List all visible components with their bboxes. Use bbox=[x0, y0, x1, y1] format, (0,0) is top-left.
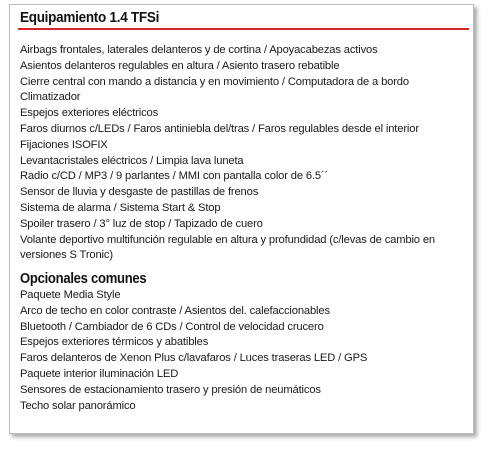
list-item: Fijaciones ISOFIX bbox=[20, 138, 108, 151]
spec-card bbox=[9, 4, 474, 434]
equipment-title: Equipamiento 1.4 TFSi bbox=[20, 9, 160, 26]
list-item: Paquete Media Style bbox=[20, 289, 121, 301]
equipment-list bbox=[20, 43, 468, 264]
list-item: Bluetooth / Cambiador de 6 CDs / Control de velocidad crucero bbox=[20, 320, 324, 333]
optionals-list bbox=[20, 288, 468, 414]
list-item: Radio c/CD / MP3 / 9 parlantes / MMI con pantalla color de 6.5´´ bbox=[20, 170, 329, 183]
list-item: Espejos exteriores eléctricos bbox=[20, 107, 159, 120]
optionals-title: Opcionales comunes bbox=[20, 271, 147, 287]
list-item: Levantacristales eléctricos / Limpia lava luneta bbox=[20, 154, 244, 167]
list-item: Cierre central con mando a distancia y en movimiento / Computadora de a bordo bbox=[20, 75, 409, 88]
list-item: versiones S Tronic) bbox=[20, 249, 113, 262]
list-item: Sistema de alarma / Sistema Start & Stop bbox=[20, 201, 221, 214]
list-item: Airbags frontales, laterales delanteros y de cortina / Apoyacabezas activos bbox=[20, 44, 378, 56]
list-item: Techo solar panorámico bbox=[20, 399, 136, 412]
list-item: Arco de techo en color contraste / Asientos del. calefaccionables bbox=[20, 304, 330, 317]
list-item: Paquete interior iluminación LED bbox=[20, 367, 179, 380]
list-item: Asientos delanteros regulables en altura / Asiento trasero rebatible bbox=[20, 59, 340, 72]
list-item: Faros diurnos c/LEDs / Faros antiniebla del/tras / Faros regulables desde el interior bbox=[20, 122, 419, 135]
list-item: Climatizador bbox=[20, 91, 81, 104]
title-divider bbox=[18, 28, 469, 30]
list-item: Sensor de lluvia y desgaste de pastillas de frenos bbox=[20, 186, 259, 199]
optionals-section bbox=[20, 271, 468, 414]
list-item: Espejos exteriores térmicos y abatibles bbox=[20, 336, 209, 349]
list-item: Volante deportivo multifunción regulable en altura y profundidad (c/levas de cambio en bbox=[20, 233, 435, 246]
list-item: Spoiler trasero / 3° luz de stop / Tapizado de cuero bbox=[20, 217, 263, 230]
list-item: Sensores de estacionamiento trasero y presión de neumáticos bbox=[20, 383, 321, 396]
list-item: Faros delanteros de Xenon Plus c/lavafaros / Luces traseras LED / GPS bbox=[20, 352, 368, 365]
